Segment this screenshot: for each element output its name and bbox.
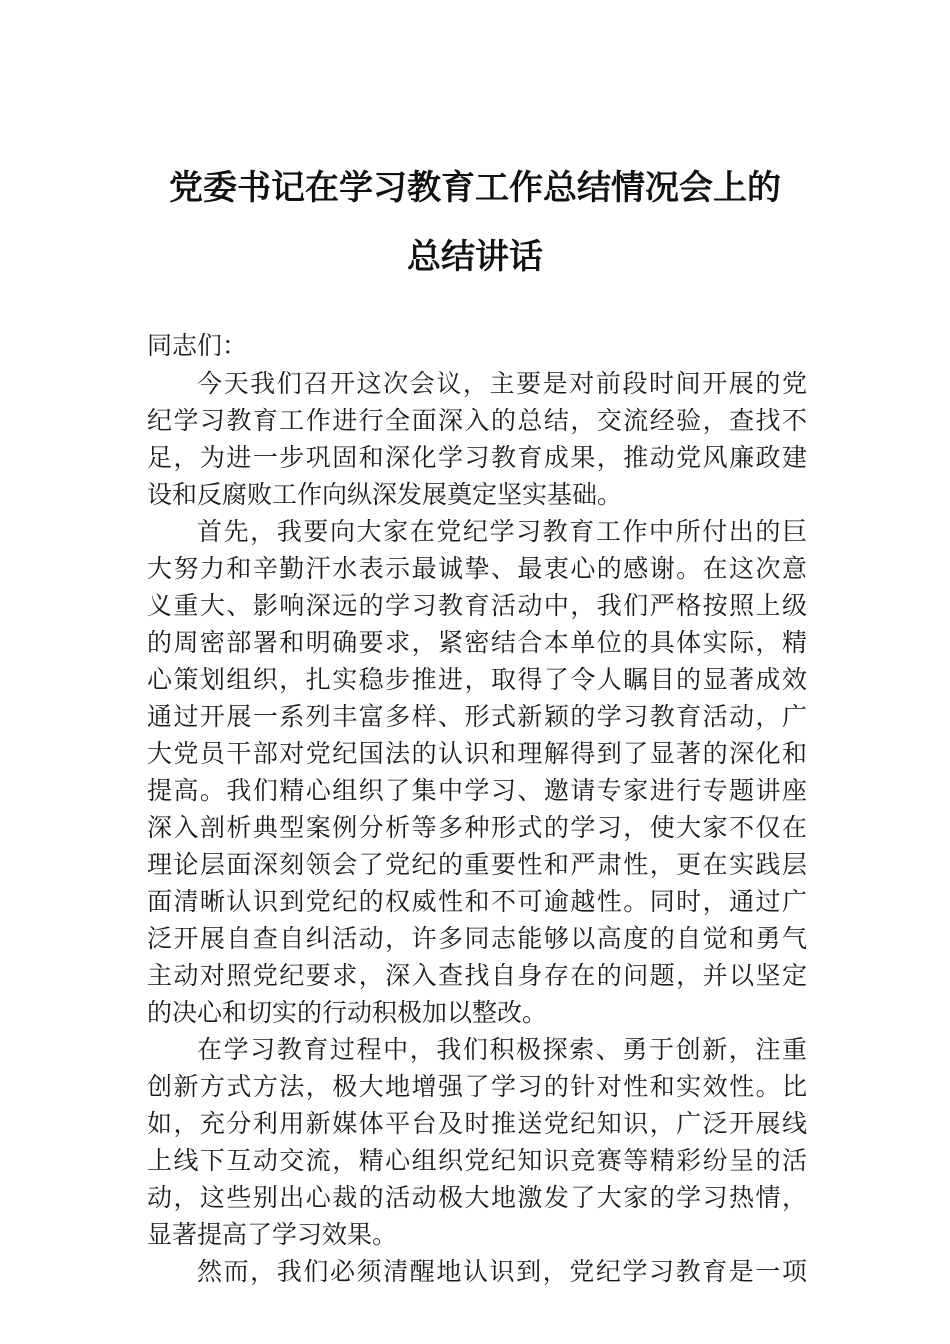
paragraph-line: 今天我们召开这次会议，主要是对前段时间开展的党: [197, 369, 807, 398]
paragraph-line: 动，这些别出心裁的活动极大地激发了大家的学习热情，: [147, 1183, 807, 1212]
paragraph-line: 主动对照党纪要求，深入查找自身存在的问题，并以坚定: [147, 961, 807, 990]
paragraph-line: 理论层面深刻领会了党纪的重要性和严肃性，更在实践层: [147, 850, 807, 879]
paragraph-line: 大党员干部对党纪国法的认识和理解得到了显著的深化和: [147, 739, 807, 768]
document-title-line-1: 党委书记在学习教育工作总结情况会上的: [169, 168, 781, 208]
paragraph-line: 通过开展一系列丰富多样、形式新颖的学习教育活动，广: [147, 702, 807, 731]
paragraph-line: 面清晰认识到党纪的权威性和不可逾越性。同时，通过广: [147, 887, 807, 916]
paragraph-line: 纪学习教育工作进行全面深入的总结，交流经验，查找不: [147, 406, 807, 435]
document-title-line-2: 总结讲话: [407, 237, 543, 277]
paragraph-line: 首先，我要向大家在党纪学习教育工作中所付出的巨: [197, 517, 807, 546]
paragraph-line: 显著提高了学习效果。: [147, 1220, 398, 1249]
paragraph-line: 心策划组织，扎实稳步推进，取得了令人瞩目的显著成效: [147, 665, 807, 694]
paragraph-line: 上线下互动交流，精心组织党纪知识竞赛等精彩纷呈的活: [147, 1146, 807, 1175]
paragraph-line: 然而，我们必须清醒地认识到，党纪学习教育是一项: [197, 1257, 807, 1286]
paragraph-line: 在学习教育过程中，我们积极探索、勇于创新，注重: [197, 1035, 807, 1064]
paragraph-line: 深入剖析典型案例分析等多种形式的学习，使大家不仅在: [147, 813, 807, 842]
paragraph-line: 大努力和辛勤汗水表示最诚挚、最衷心的感谢。在这次意: [147, 554, 807, 583]
paragraph-line: 足，为进一步巩固和深化学习教育成果，推动党风廉政建: [147, 443, 807, 472]
paragraph-line: 创新方式方法，极大地增强了学习的针对性和实效性。比: [147, 1072, 807, 1101]
salutation: 同志们：: [147, 331, 248, 360]
paragraph-line: 如，充分利用新媒体平台及时推送党纪知识，广泛开展线: [147, 1109, 807, 1138]
paragraph-line: 的决心和切实的行动积极加以整改。: [147, 998, 548, 1027]
paragraph-line: 的周密部署和明确要求，紧密结合本单位的具体实际，精: [147, 628, 807, 657]
paragraph-line: 泛开展自查自纠活动，许多同志能够以高度的自觉和勇气: [147, 924, 807, 953]
paragraph-line: 义重大、影响深远的学习教育活动中，我们严格按照上级: [147, 591, 807, 620]
paragraph-line: 设和反腐败工作向纵深发展奠定坚实基础。: [147, 480, 623, 509]
paragraph-line: 提高。我们精心组织了集中学习、邀请专家进行专题讲座: [147, 776, 807, 805]
